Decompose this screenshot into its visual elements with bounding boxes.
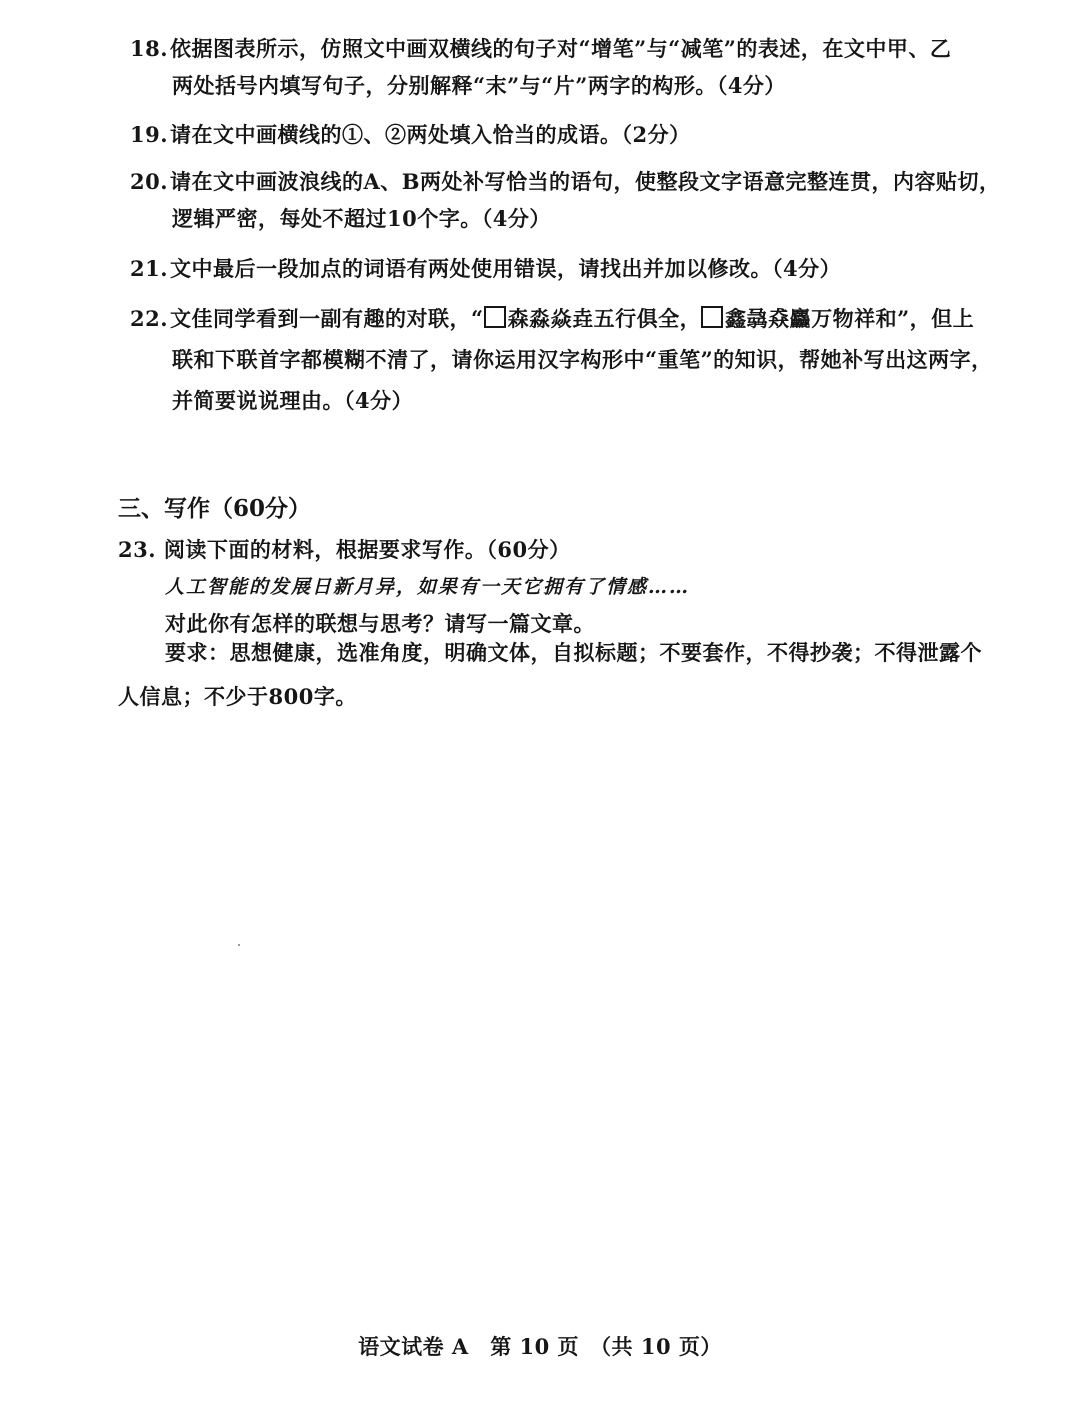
- question-text: 并简要说说理由。（4分）: [172, 388, 414, 413]
- writing-question: 对此你有怎样的联想与思考？请写一篇文章。: [165, 611, 595, 636]
- page-footer: 语文试卷 A 第 10 页 （共 10 页）: [358, 1334, 722, 1359]
- scan-speck: [238, 944, 240, 946]
- question-text: 阅读下面的材料，根据要求写作。（60分）: [163, 537, 571, 562]
- question-number: 19.: [130, 122, 169, 147]
- question-21: [130, 250, 960, 287]
- question-text: 请在文中画横线的①、②两处填入恰当的成语。（2分）: [170, 122, 691, 147]
- question-text: 两处括号内填写句子，分别解释“末”与“片”两字的构形。（4分）: [172, 73, 786, 98]
- writing-requirements-cont: 人信息；不少于800字。: [118, 684, 357, 709]
- section-title: 三、写作（60分）: [118, 495, 312, 522]
- question-19: [130, 116, 960, 153]
- question-number: 21.: [130, 256, 169, 281]
- writing-material: 人工智能的发展日新月异，如果有一天它拥有了情感……: [165, 576, 691, 598]
- blank-box: [701, 306, 723, 328]
- question-20: [130, 163, 1001, 237]
- question-number: 22.: [130, 306, 169, 331]
- question-text: 文中最后一段加点的词语有两处使用错误，请找出并加以修改。（4分）: [170, 256, 842, 281]
- question-text: 文佳同学看到一副有趣的对联，“: [170, 306, 484, 331]
- question-text: 请在文中画波浪线的A、B两处补写恰当的语句，使整段文字语意完整连贯，内容贴切，: [170, 169, 1001, 194]
- question-text: 联和下联首字都模糊不清了，请你运用汉字构形中“重笔”的知识，帮她补写出这两字，: [172, 347, 993, 372]
- writing-requirements: 要求：思想健康，选准角度，明确文体，自拟标题；不要套作，不得抄袭；不得泄露个: [165, 640, 982, 665]
- question-text: 鑫骉猋麤万物祥和”，但上: [725, 306, 975, 331]
- blank-box: [484, 306, 506, 328]
- question-18: [130, 30, 960, 104]
- question-number: 23.: [118, 537, 157, 562]
- question-text: 逻辑严密，每处不超过10个字。（4分）: [172, 206, 551, 231]
- question-text: 依据图表所示，仿照文中画双横线的句子对“增笔”与“减笔”的表述，在文中甲、乙: [170, 36, 952, 61]
- question-number: 18.: [130, 36, 169, 61]
- question-number: 20.: [130, 169, 169, 194]
- question-23: [118, 534, 571, 564]
- question-text: 森淼焱垚五行俱全，: [507, 306, 702, 331]
- question-22: [130, 300, 993, 419]
